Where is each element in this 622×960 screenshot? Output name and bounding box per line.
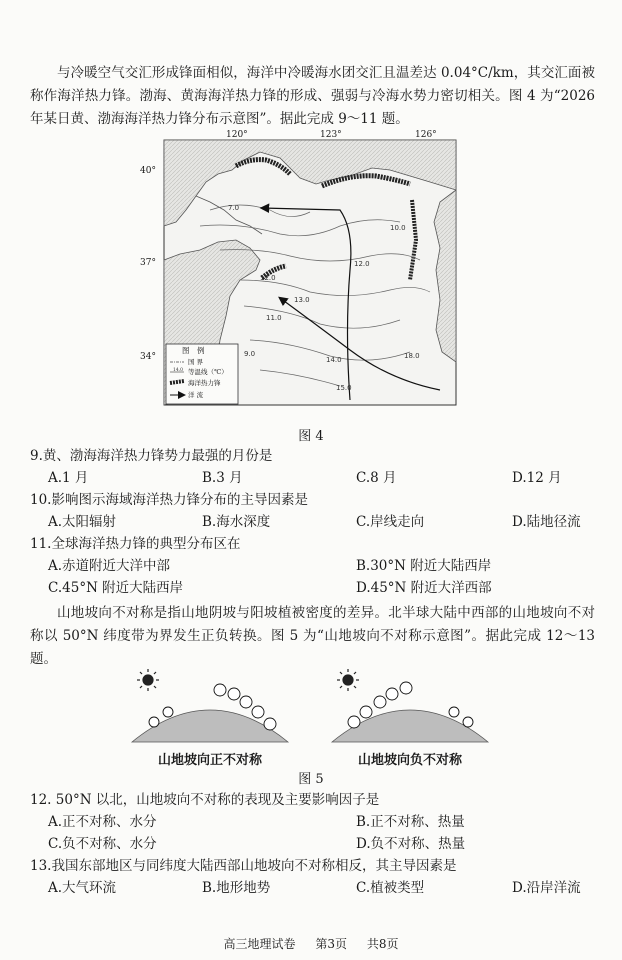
lat-label-37: 37° bbox=[140, 258, 156, 268]
isotherm-label: 9.0 bbox=[244, 350, 256, 358]
isotherm-label: 7.0 bbox=[228, 204, 240, 212]
isotherm-label: 12.0 bbox=[354, 260, 370, 268]
isotherm-label: 15.0 bbox=[336, 384, 352, 392]
q9-option-c: C.8 月 bbox=[356, 470, 397, 486]
lat-label-40: 40° bbox=[140, 166, 156, 176]
slope-negative bbox=[330, 668, 490, 768]
lon-label-126: 126° bbox=[415, 130, 437, 140]
slope-negative-svg bbox=[330, 668, 490, 748]
isotherm-label: 11.0 bbox=[266, 314, 282, 322]
q9-option-a: A.1 月 bbox=[48, 470, 89, 486]
lon-label-120: 120° bbox=[226, 130, 248, 140]
footer-exam: 高三地理试卷 bbox=[223, 937, 296, 951]
intro2-paragraph: 山地坡向不对称是指山地阴坡与阳坡植被密度的差异。北半球大陆中西部的山地坡向不对称以 50°N 纬度带为界发生正负转换。图 5 为“山地坡向不对称示意图”。据此完成 12～13 题。 bbox=[30, 605, 595, 667]
figure4-caption: 图 4 bbox=[298, 429, 324, 444]
isotherm-label: 18.0 bbox=[404, 352, 420, 360]
q11-option-c: C.45°N 附近大陆西岸 bbox=[48, 580, 184, 596]
isotherm-label: 10.0 bbox=[390, 224, 406, 232]
q12-option-d: D.负不对称、热量 bbox=[356, 836, 466, 852]
q9-option-b: B.3 月 bbox=[202, 470, 243, 486]
legend-front: 海洋热力锋 bbox=[188, 379, 221, 387]
q10-option-d: D.陆地径流 bbox=[512, 514, 581, 530]
svg-text:14.0: 14.0 bbox=[173, 368, 184, 373]
q12-stem: 12. 50°N 以北，山地坡向不对称的表现及主要影响因子是 bbox=[30, 792, 380, 808]
q13-option-c: C.植被类型 bbox=[356, 880, 425, 896]
q11-option-a: A.赤道附近大洋中部 bbox=[48, 558, 171, 574]
legend-title: 图 例 bbox=[182, 346, 205, 355]
q12-option-c: C.负不对称、水分 bbox=[48, 836, 157, 852]
q13-option-d: D.沿岸洋流 bbox=[512, 880, 581, 896]
footer-page: 第3页 bbox=[315, 937, 347, 951]
q10-option-b: B.海水深度 bbox=[202, 514, 271, 530]
q12-option-a: A.正不对称、水分 bbox=[48, 814, 157, 830]
footer-total: 共8页 bbox=[366, 937, 399, 951]
page-footer bbox=[0, 935, 622, 952]
legend-isotherm: 等温线（℃） bbox=[188, 368, 228, 376]
q10-option-c: C.岸线走向 bbox=[356, 514, 425, 530]
isotherm-label: 12.0 bbox=[260, 274, 276, 282]
land-korea bbox=[434, 190, 456, 362]
legend-border: 国 界 bbox=[188, 358, 204, 366]
lat-label-34: 34° bbox=[140, 352, 156, 362]
q12-option-b: B.正不对称、热量 bbox=[356, 814, 465, 830]
intro-paragraph: 与冷暖空气交汇形成锋面相似，海洋中冷暖海水团交汇且温差达 0.04°C/km，其交汇面被称作海洋热力锋。渤海、黄海海洋热力锋的形成、强弱与冷海水势力密切相关。图 4 为“2026 年某日黄、渤海海洋热力锋分布示意图”。据此完成 9～11 题。 bbox=[30, 65, 595, 127]
q13-option-a: A.大气环流 bbox=[48, 880, 117, 896]
q13-option-b: B.地形地势 bbox=[202, 880, 271, 896]
slope-positive-title: 山地坡向正不对称 bbox=[157, 753, 262, 768]
sun-icon bbox=[337, 669, 359, 691]
isotherm-label: 14.0 bbox=[326, 356, 342, 364]
q10-stem: 10.影响图示海域海洋热力锋分布的主导因素是 bbox=[30, 492, 308, 508]
lon-label-123: 123° bbox=[320, 130, 342, 140]
figure5-caption: 图 5 bbox=[298, 772, 324, 787]
q9-option-d: D.12 月 bbox=[512, 470, 562, 486]
slope-negative-title: 山地坡向负不对称 bbox=[357, 753, 462, 768]
slope-positive bbox=[130, 668, 290, 768]
slope-positive-svg bbox=[130, 668, 290, 748]
figure4-map bbox=[140, 130, 460, 420]
q11-option-b: B.30°N 附近大陆西岸 bbox=[356, 558, 492, 574]
q11-option-d: D.45°N 附近大洋西部 bbox=[356, 580, 492, 596]
q13-stem: 13.我国东部地区与同纬度大陆西部山地坡向不对称相反，其主导因素是 bbox=[30, 858, 457, 874]
map-svg bbox=[140, 130, 460, 420]
legend-current: 洋 流 bbox=[188, 391, 204, 399]
isotherm-label: 13.0 bbox=[294, 296, 310, 304]
q9-stem: 9.黄、渤海海洋热力锋势力最强的月份是 bbox=[30, 448, 273, 464]
sun-icon bbox=[137, 669, 159, 691]
q10-option-a: A.太阳辐射 bbox=[48, 514, 117, 530]
q11-stem: 11.全球海洋热力锋的典型分布区在 bbox=[30, 536, 241, 552]
